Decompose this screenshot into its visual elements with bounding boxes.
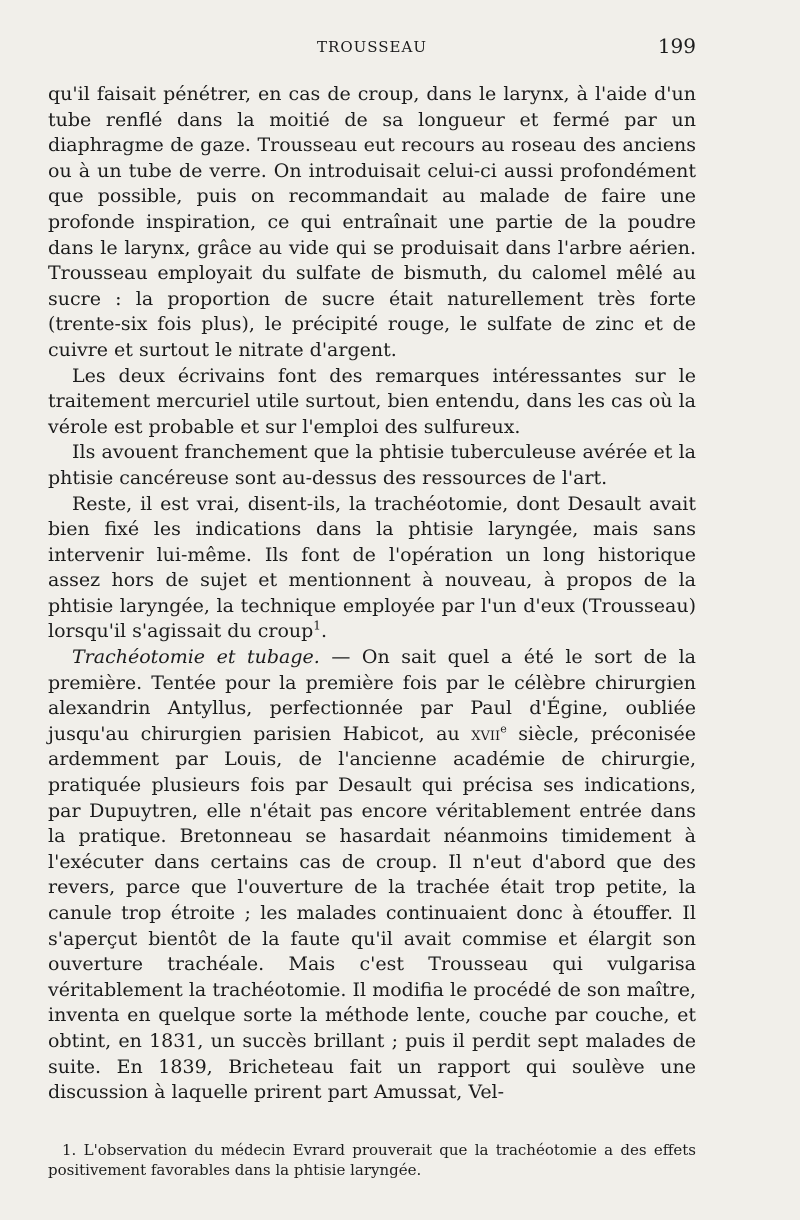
footnote-1: 1. L'observation du médecin Evrard prouverait que la trachéotomie a des effets positivement favorables dans la phtisie laryngée. <box>48 1141 696 1179</box>
paragraph-4-end: . <box>320 620 327 643</box>
body-text <box>48 82 696 1106</box>
running-head <box>48 34 696 62</box>
paragraph-4-text: Reste, il est vrai, disent-ils, la trachéotomie, dont Desault avait bien fixé les indications dans la phtisie laryngée, mais sans intervenir lui-même. Ils font de l'opération un long historique assez hors de sujet et mentionnent à nouveau, à propos de la phtisie laryngée, la technique employée par l'un d'eux (Trousseau) lorsqu'il s'agissait du croup <box>48 492 696 643</box>
paragraph-3: Ils avouent franchement que la phtisie tuberculeuse avérée et la phtisie cancéreuse sont au-dessus des ressources de l'art. <box>48 441 696 489</box>
paragraph-1: qu'il faisait pénétrer, en cas de croup, dans le larynx, à l'aide d'un tube renflé dans la moitié de sa longueur et fermé par un diaphragme de gaze. Trousseau eut recours au roseau des anciens ou à un tube de verre. On introduisait celui-ci aussi profondément que possible, puis on recommandait au malade de faire une profonde inspiration, ce qui entraînait une partie de la poudre dans le larynx, grâce au vide qui se produisait dans l'arbre aérien. Trousseau employait du sulfate de bismuth, du calomel mêlé au sucre : la proportion de sucre était naturellement très forte (trente-six fois plus), le précipité rouge, le sulfate de zinc et de cuivre et surtout le nitrate d'argent. <box>48 83 696 361</box>
paragraph-5 <box>48 645 696 1106</box>
paragraph-4 <box>48 492 696 646</box>
century-numeral: xvii <box>471 722 501 745</box>
footnotes <box>48 1140 696 1180</box>
paragraph-5-part-b: siècle, préconisée ardemment par Louis, de l'ancienne académie de chirurgie, pratiquée plusieurs fois par Desault qui précisa ses indications, par Dupuytren, elle n'était pas encore véritablement entrée dans la pratique. Bretonneau se hasardait néanmoins timidement à l'exécuter dans certains cas de croup. Il n'eut d'abord que des revers, parce que l'ouverture de la trachée était trop petite, la canule trop étroite ; les malades continuaient donc à étouffer. Il s'aperçut bientôt de la faute qu'il avait commise et élargit son ouverture trachéale. Mais c'est Trousseau qui vulgarisa véritablement la trachéotomie. Il modifia le procédé de son maître, inventa en quelque sorte la méthode lente, couche par couche, et obtint, en 1831, un succès brillant ; puis il perdit sept malades de suite. En 1839, Bricheteau fait un rapport qui soulève une discussion à laquelle prirent part Amussat, Vel- <box>48 722 696 1104</box>
century-suffix: e <box>500 722 507 736</box>
paragraph-2: Les deux écrivains font des remarques intéressantes sur le traitement mercuriel utile surtout, bien entendu, dans les cas où la vérole est probable et sur l'emploi des sulfureux. <box>48 364 696 438</box>
footnote-reference[interactable]: 1 <box>313 619 321 634</box>
paragraph-5-part-a: — On sait quel a été le sort de la première. Tentée pour la première fois par le célèbre chirurgien alexandrin Antyllus, perfectionnée par Paul d'Égine, oubliée jusqu'au chirurgien parisien Habicot, au <box>48 646 696 745</box>
running-title: TROUSSEAU <box>317 38 427 56</box>
section-heading: Trachéotomie et tubage. <box>72 646 320 669</box>
page-number: 199 <box>657 34 696 58</box>
